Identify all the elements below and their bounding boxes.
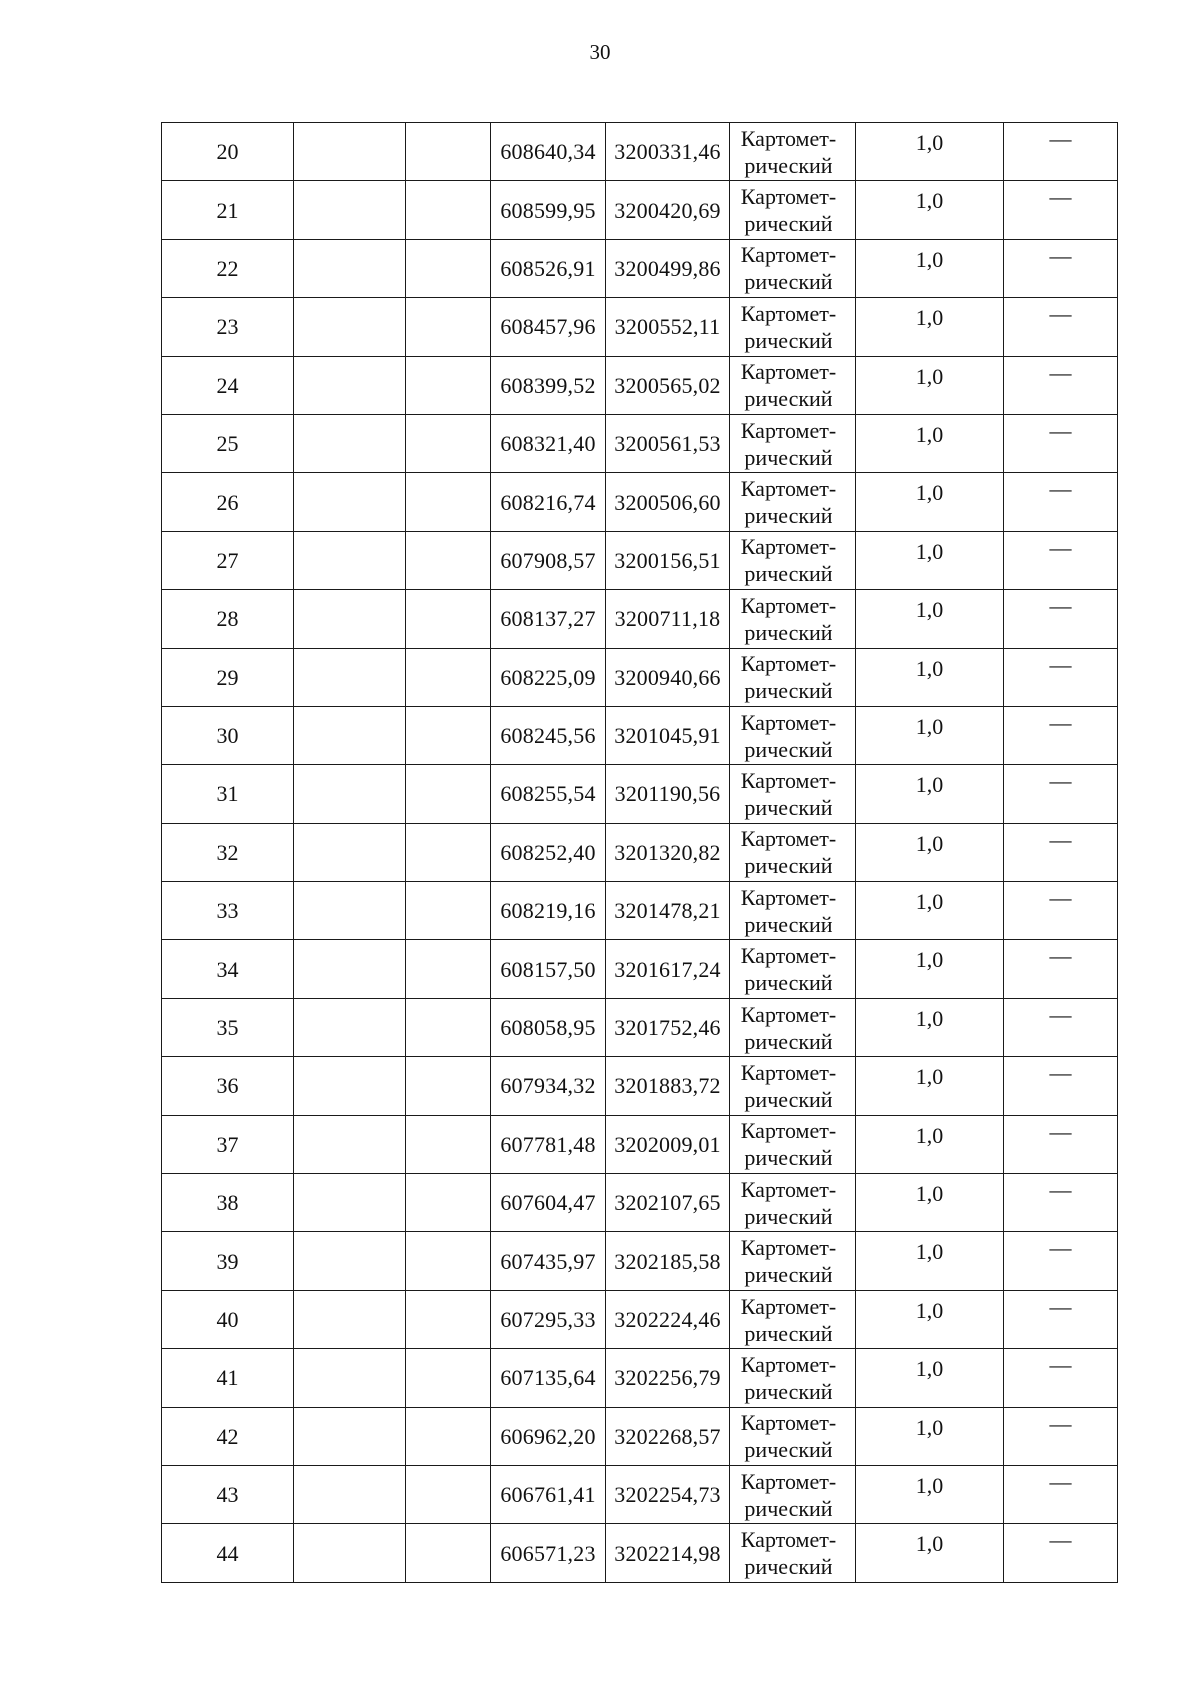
method-line-2: рический [744,619,833,645]
empty-cell-2 [406,1407,491,1465]
accuracy-cell: 1,0 [856,1174,1004,1232]
y-coordinate-cell: 3201752,46 [606,998,730,1056]
empty-cell-2 [406,1290,491,1348]
table-row [162,1174,1118,1232]
empty-cell-2 [406,1349,491,1407]
y-coordinate-cell: 3200506,60 [606,473,730,531]
accuracy-cell: 1,0 [856,1465,1004,1523]
empty-cell-2 [406,882,491,940]
table-row [162,414,1118,472]
y-coordinate-cell: 3200561,53 [606,414,730,472]
empty-cell-1 [294,123,406,181]
note-cell: — [1004,1465,1118,1523]
method-line-1: Картомет- [740,1176,837,1202]
accuracy-cell: 1,0 [856,473,1004,531]
note-cell: — [1004,765,1118,823]
method-cell [730,123,856,181]
x-coordinate-cell: 608216,74 [491,473,606,531]
empty-cell-2 [406,123,491,181]
table-row [162,1524,1118,1582]
x-coordinate-cell: 608599,95 [491,181,606,239]
method-line-1: Картомет- [740,1410,837,1436]
y-coordinate-cell: 3200940,66 [606,648,730,706]
method-line-2: рический [744,1262,833,1288]
point-number-cell: 44 [162,1524,294,1582]
accuracy-cell: 1,0 [856,765,1004,823]
accuracy-cell: 1,0 [856,239,1004,297]
x-coordinate-cell: 608399,52 [491,356,606,414]
accuracy-cell: 1,0 [856,1115,1004,1173]
x-coordinate-cell: 608255,54 [491,765,606,823]
method-line-2: рический [744,152,833,178]
method-cell [730,1232,856,1290]
method-cell [730,1057,856,1115]
table-row [162,473,1118,531]
x-coordinate-cell: 607934,32 [491,1057,606,1115]
empty-cell-1 [294,531,406,589]
method-cell [730,882,856,940]
y-coordinate-cell: 3201478,21 [606,882,730,940]
table-row [162,181,1118,239]
y-coordinate-cell: 3201045,91 [606,706,730,764]
x-coordinate-cell: 607604,47 [491,1174,606,1232]
table-row [162,765,1118,823]
method-line-1: Картомет- [740,476,837,502]
note-cell: — [1004,531,1118,589]
accuracy-cell: 1,0 [856,1232,1004,1290]
y-coordinate-cell: 3200156,51 [606,531,730,589]
method-line-2: рический [744,561,833,587]
empty-cell-1 [294,998,406,1056]
method-cell [730,1290,856,1348]
note-cell: — [1004,1524,1118,1582]
x-coordinate-cell: 608245,56 [491,706,606,764]
note-cell: — [1004,473,1118,531]
empty-cell-2 [406,590,491,648]
method-line-1: Картомет- [740,651,837,677]
note-cell: — [1004,1057,1118,1115]
method-cell [730,1465,856,1523]
x-coordinate-cell: 606761,41 [491,1465,606,1523]
x-coordinate-cell: 607435,97 [491,1232,606,1290]
method-cell [730,998,856,1056]
y-coordinate-cell: 3202224,46 [606,1290,730,1348]
note-cell: — [1004,1115,1118,1173]
note-cell: — [1004,123,1118,181]
method-line-1: Картомет- [740,767,837,793]
empty-cell-1 [294,1349,406,1407]
empty-cell-2 [406,1232,491,1290]
accuracy-cell: 1,0 [856,1407,1004,1465]
method-cell [730,765,856,823]
method-cell [730,823,856,881]
method-line-2: рический [744,678,833,704]
x-coordinate-cell: 607135,64 [491,1349,606,1407]
point-number-cell: 35 [162,998,294,1056]
method-line-2: рический [744,794,833,820]
point-number-cell: 29 [162,648,294,706]
point-number-cell: 26 [162,473,294,531]
table-row [162,1232,1118,1290]
x-coordinate-cell: 608457,96 [491,298,606,356]
method-line-2: рический [744,736,833,762]
method-line-2: рический [744,269,833,295]
method-cell [730,298,856,356]
y-coordinate-cell: 3202214,98 [606,1524,730,1582]
method-cell [730,940,856,998]
empty-cell-1 [294,1115,406,1173]
point-number-cell: 28 [162,590,294,648]
note-cell: — [1004,1407,1118,1465]
method-line-1: Картомет- [740,826,837,852]
empty-cell-2 [406,298,491,356]
empty-cell-1 [294,1465,406,1523]
empty-cell-1 [294,1057,406,1115]
table-row [162,1349,1118,1407]
table-row [162,356,1118,414]
empty-cell-2 [406,823,491,881]
y-coordinate-cell: 3200420,69 [606,181,730,239]
method-line-1: Картомет- [740,300,837,326]
point-number-cell: 41 [162,1349,294,1407]
method-line-1: Картомет- [740,1351,837,1377]
note-cell: — [1004,356,1118,414]
page-number: 30 [589,40,611,64]
note-cell: — [1004,590,1118,648]
method-line-1: Картомет- [740,417,837,443]
accuracy-cell: 1,0 [856,1524,1004,1582]
empty-cell-2 [406,940,491,998]
empty-cell-1 [294,1524,406,1582]
table-row [162,1465,1118,1523]
table-row [162,706,1118,764]
accuracy-cell: 1,0 [856,123,1004,181]
point-number-cell: 33 [162,882,294,940]
empty-cell-2 [406,473,491,531]
accuracy-cell: 1,0 [856,1290,1004,1348]
x-coordinate-cell: 606571,23 [491,1524,606,1582]
method-line-1: Картомет- [740,534,837,560]
empty-cell-1 [294,298,406,356]
point-number-cell: 27 [162,531,294,589]
x-coordinate-cell: 608225,09 [491,648,606,706]
method-line-1: Картомет- [740,1527,837,1553]
method-line-2: рический [744,1145,833,1171]
empty-cell-2 [406,239,491,297]
point-number-cell: 25 [162,414,294,472]
method-line-2: рический [744,211,833,237]
point-number-cell: 36 [162,1057,294,1115]
accuracy-cell: 1,0 [856,706,1004,764]
method-cell [730,1524,856,1582]
empty-cell-2 [406,1057,491,1115]
accuracy-cell: 1,0 [856,414,1004,472]
method-cell [730,473,856,531]
method-line-1: Картомет- [740,1235,837,1261]
note-cell: — [1004,1290,1118,1348]
empty-cell-1 [294,1290,406,1348]
x-coordinate-cell: 608640,34 [491,123,606,181]
empty-cell-2 [406,414,491,472]
method-line-1: Картомет- [740,1059,837,1085]
empty-cell-1 [294,882,406,940]
empty-cell-1 [294,1407,406,1465]
y-coordinate-cell: 3200331,46 [606,123,730,181]
y-coordinate-cell: 3200552,11 [606,298,730,356]
empty-cell-2 [406,1524,491,1582]
point-number-cell: 24 [162,356,294,414]
empty-cell-2 [406,648,491,706]
method-cell [730,590,856,648]
coordinates-table-body [162,123,1118,1583]
point-number-cell: 20 [162,123,294,181]
method-line-2: рический [744,1495,833,1521]
method-line-2: рический [744,1378,833,1404]
method-line-2: рический [744,1320,833,1346]
method-cell [730,1407,856,1465]
x-coordinate-cell: 607908,57 [491,531,606,589]
coordinates-table [161,122,1118,1583]
x-coordinate-cell: 607781,48 [491,1115,606,1173]
point-number-cell: 21 [162,181,294,239]
method-line-1: Картомет- [740,592,837,618]
note-cell: — [1004,1349,1118,1407]
method-line-1: Картомет- [740,242,837,268]
method-line-2: рический [744,503,833,529]
method-line-2: рический [744,1437,833,1463]
method-line-1: Картомет- [740,1001,837,1027]
note-cell: — [1004,1232,1118,1290]
method-cell [730,414,856,472]
accuracy-cell: 1,0 [856,590,1004,648]
x-coordinate-cell: 608137,27 [491,590,606,648]
method-line-1: Картомет- [740,1468,837,1494]
accuracy-cell: 1,0 [856,648,1004,706]
method-line-2: рический [744,444,833,470]
point-number-cell: 31 [162,765,294,823]
table-row [162,1290,1118,1348]
table-row [162,648,1118,706]
accuracy-cell: 1,0 [856,998,1004,1056]
note-cell: — [1004,298,1118,356]
empty-cell-1 [294,1232,406,1290]
method-cell [730,531,856,589]
method-cell [730,181,856,239]
method-cell [730,648,856,706]
empty-cell-2 [406,531,491,589]
note-cell: — [1004,940,1118,998]
method-line-1: Картомет- [740,125,837,151]
note-cell: — [1004,1174,1118,1232]
method-line-1: Картомет- [740,884,837,910]
point-number-cell: 43 [162,1465,294,1523]
method-cell [730,706,856,764]
table-row [162,823,1118,881]
table-row [162,531,1118,589]
point-number-cell: 32 [162,823,294,881]
method-cell [730,356,856,414]
y-coordinate-cell: 3200565,02 [606,356,730,414]
point-number-cell: 42 [162,1407,294,1465]
y-coordinate-cell: 3202107,65 [606,1174,730,1232]
table-row [162,239,1118,297]
y-coordinate-cell: 3202009,01 [606,1115,730,1173]
method-line-2: рический [744,1028,833,1054]
method-line-2: рический [744,853,833,879]
y-coordinate-cell: 3202254,73 [606,1465,730,1523]
y-coordinate-cell: 3202268,57 [606,1407,730,1465]
empty-cell-1 [294,590,406,648]
method-cell [730,1115,856,1173]
empty-cell-2 [406,356,491,414]
point-number-cell: 22 [162,239,294,297]
point-number-cell: 23 [162,298,294,356]
method-line-2: рический [744,327,833,353]
x-coordinate-cell: 606962,20 [491,1407,606,1465]
y-coordinate-cell: 3201190,56 [606,765,730,823]
empty-cell-2 [406,706,491,764]
x-coordinate-cell: 608157,50 [491,940,606,998]
empty-cell-2 [406,998,491,1056]
x-coordinate-cell: 608321,40 [491,414,606,472]
empty-cell-1 [294,414,406,472]
table-row [162,1407,1118,1465]
point-number-cell: 39 [162,1232,294,1290]
method-line-2: рический [744,1203,833,1229]
x-coordinate-cell: 607295,33 [491,1290,606,1348]
method-line-1: Картомет- [740,709,837,735]
method-line-2: рический [744,911,833,937]
note-cell: — [1004,823,1118,881]
empty-cell-1 [294,181,406,239]
table-row [162,1057,1118,1115]
y-coordinate-cell: 3200711,18 [606,590,730,648]
point-number-cell: 30 [162,706,294,764]
empty-cell-2 [406,1115,491,1173]
y-coordinate-cell: 3201617,24 [606,940,730,998]
method-cell [730,1174,856,1232]
x-coordinate-cell: 608219,16 [491,882,606,940]
empty-cell-1 [294,356,406,414]
note-cell: — [1004,882,1118,940]
accuracy-cell: 1,0 [856,940,1004,998]
method-line-2: рический [744,1554,833,1580]
y-coordinate-cell: 3201320,82 [606,823,730,881]
method-line-2: рический [744,386,833,412]
point-number-cell: 37 [162,1115,294,1173]
accuracy-cell: 1,0 [856,298,1004,356]
method-line-1: Картомет- [740,943,837,969]
empty-cell-1 [294,239,406,297]
table-row [162,298,1118,356]
method-cell [730,1349,856,1407]
method-line-2: рический [744,1086,833,1112]
note-cell: — [1004,181,1118,239]
empty-cell-2 [406,181,491,239]
method-line-2: рический [744,970,833,996]
y-coordinate-cell: 3201883,72 [606,1057,730,1115]
empty-cell-2 [406,765,491,823]
accuracy-cell: 1,0 [856,1349,1004,1407]
accuracy-cell: 1,0 [856,823,1004,881]
empty-cell-1 [294,940,406,998]
point-number-cell: 38 [162,1174,294,1232]
method-line-1: Картомет- [740,1118,837,1144]
accuracy-cell: 1,0 [856,531,1004,589]
note-cell: — [1004,239,1118,297]
empty-cell-1 [294,823,406,881]
empty-cell-1 [294,648,406,706]
note-cell: — [1004,648,1118,706]
empty-cell-2 [406,1174,491,1232]
empty-cell-2 [406,1465,491,1523]
empty-cell-1 [294,473,406,531]
empty-cell-1 [294,706,406,764]
y-coordinate-cell: 3200499,86 [606,239,730,297]
method-cell [730,239,856,297]
y-coordinate-cell: 3202185,58 [606,1232,730,1290]
table-row [162,590,1118,648]
note-cell: — [1004,706,1118,764]
x-coordinate-cell: 608252,40 [491,823,606,881]
point-number-cell: 34 [162,940,294,998]
point-number-cell: 40 [162,1290,294,1348]
accuracy-cell: 1,0 [856,882,1004,940]
empty-cell-1 [294,765,406,823]
note-cell: — [1004,998,1118,1056]
empty-cell-1 [294,1174,406,1232]
note-cell: — [1004,414,1118,472]
table-row [162,123,1118,181]
table-row [162,1115,1118,1173]
method-line-1: Картомет- [740,184,837,210]
method-line-1: Картомет- [740,1293,837,1319]
table-row [162,940,1118,998]
table-row [162,882,1118,940]
x-coordinate-cell: 608058,95 [491,998,606,1056]
method-line-1: Картомет- [740,359,837,385]
x-coordinate-cell: 608526,91 [491,239,606,297]
accuracy-cell: 1,0 [856,356,1004,414]
y-coordinate-cell: 3202256,79 [606,1349,730,1407]
accuracy-cell: 1,0 [856,1057,1004,1115]
accuracy-cell: 1,0 [856,181,1004,239]
table-row [162,998,1118,1056]
